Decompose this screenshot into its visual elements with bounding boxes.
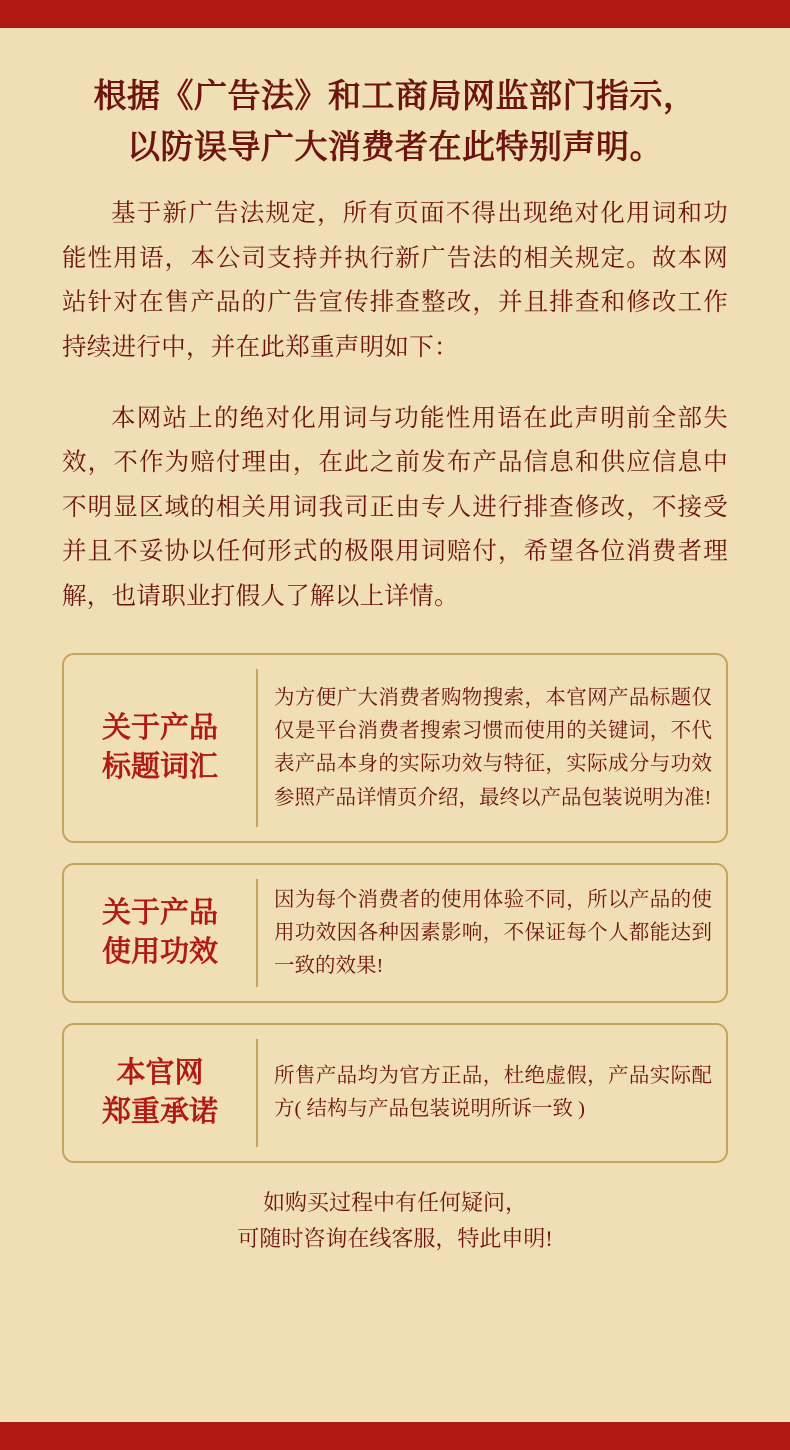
statement-item-title — [74, 1039, 258, 1147]
statement-item-title-line-1: 关于产品 — [101, 712, 218, 745]
statement-card — [0, 28, 790, 1422]
statement-item-official-promise — [62, 1023, 728, 1163]
statement-item-body: 所售产品均为官方正品，杜绝虚假，产品实际配方( 结构与产品包装说明所诉一致 ) — [274, 1065, 712, 1121]
footer-note-line-2: 可随时咨询在线客服，特此申明! — [237, 1226, 553, 1252]
statement-item-title-line-2: 标题词汇 — [101, 751, 218, 784]
footer-note-line-1: 如购买过程中有任何疑问， — [262, 1190, 527, 1216]
statement-card-list — [62, 653, 728, 1163]
statement-item-product-effect — [62, 863, 728, 1003]
statement-item-title-line-2: 使用功效 — [101, 936, 218, 969]
statement-item-body: 为方便广大消费者购物搜索，本官网产品标题仅仅是平台消费者搜索习惯而使用的关键词，不代表产品本身的实际功效与特征，实际成分与功效参照产品详情页介绍，最终以产品包装说明为准! — [274, 687, 712, 809]
statement-paragraph-1: 基于新广告法规定，所有页面不得出现绝对化用词和功能性用语，本公司支持并执行新广告法的相关规定。故本网站针对在售产品的广告宣传排查整改，并且排查和修改工作持续进行中，并在此郑重声明如下： — [62, 200, 728, 362]
statement-item-product-title — [62, 653, 728, 843]
page-title — [62, 72, 728, 174]
page-title-line-1: 根据《广告法》和工商局网监部门指示， — [93, 79, 697, 115]
statement-item-title — [74, 669, 258, 827]
statement-item-body: 因为每个消费者的使用体验不同，所以产品的使用功效因各种因素影响，不保证每个人都能达到一致的效果! — [274, 888, 712, 978]
statement-item-title-line-2: 郑重承诺 — [101, 1096, 218, 1129]
statement-item-title — [74, 879, 258, 987]
statement-item-title-line-1: 关于产品 — [101, 897, 218, 930]
page-title-line-2: 以防误导广大消费者在此特别声明。 — [127, 130, 663, 167]
statement-paragraph-2: 本网站上的绝对化用词与功能性用语在此声明前全部失效，不作为赔付理由，在此之前发布产品信息和供应信息中不明显区域的相关用词我司正由专人进行排查修改，不接受并且不妥协以任何形式的极限用词赔付，希望各位消费者理解，也请职业打假人了解以上详情。 — [62, 404, 728, 610]
statement-item-title-line-1: 本官网 — [116, 1057, 204, 1090]
footer-note — [62, 1185, 728, 1256]
